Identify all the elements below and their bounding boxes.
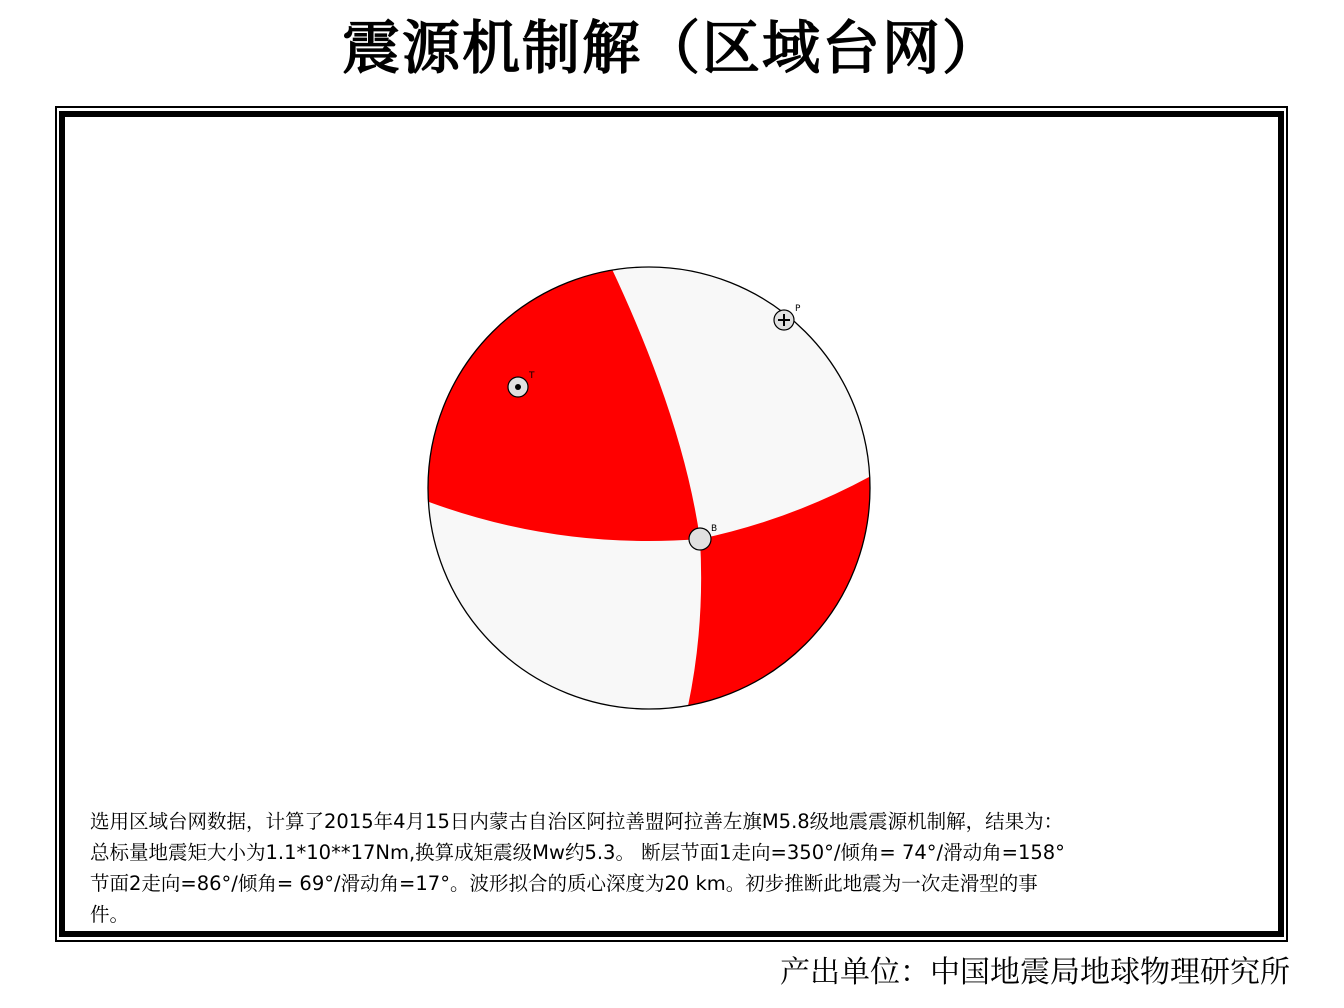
b-axis-label: B xyxy=(711,524,718,534)
p-axis-label: P xyxy=(795,304,801,314)
t-axis-marker xyxy=(508,377,528,397)
t-axis-label: T xyxy=(529,371,535,381)
description-line-3: 节面2走向=86°/倾角= 69°/滑动角=17°。波形拟合的质心深度为20 km。初步推断此地震为一次走滑型的事 xyxy=(90,872,1038,895)
description-line-1: 选用区域台网数据，计算了2015年4月15日内蒙古自治区阿拉善盟阿拉善左旗M5.8级地震震源机制解，结果为： xyxy=(90,810,1064,833)
page-title: 震源机制解（区域台网） xyxy=(341,14,1002,82)
mechanism-description xyxy=(90,806,1265,930)
producer-credit: 产出单位：中国地震局地球物理研究所 xyxy=(780,955,1290,990)
p-axis-marker xyxy=(774,310,794,330)
description-line-2: 总标量地震矩大小为1.1*10**17Nm,换算成矩震级Mw约5.3。 断层节面1走向=350°/倾角= 74°/滑动角=158° xyxy=(90,841,1065,864)
b-axis-marker xyxy=(689,528,711,550)
description-line-4: 件。 xyxy=(90,903,130,926)
